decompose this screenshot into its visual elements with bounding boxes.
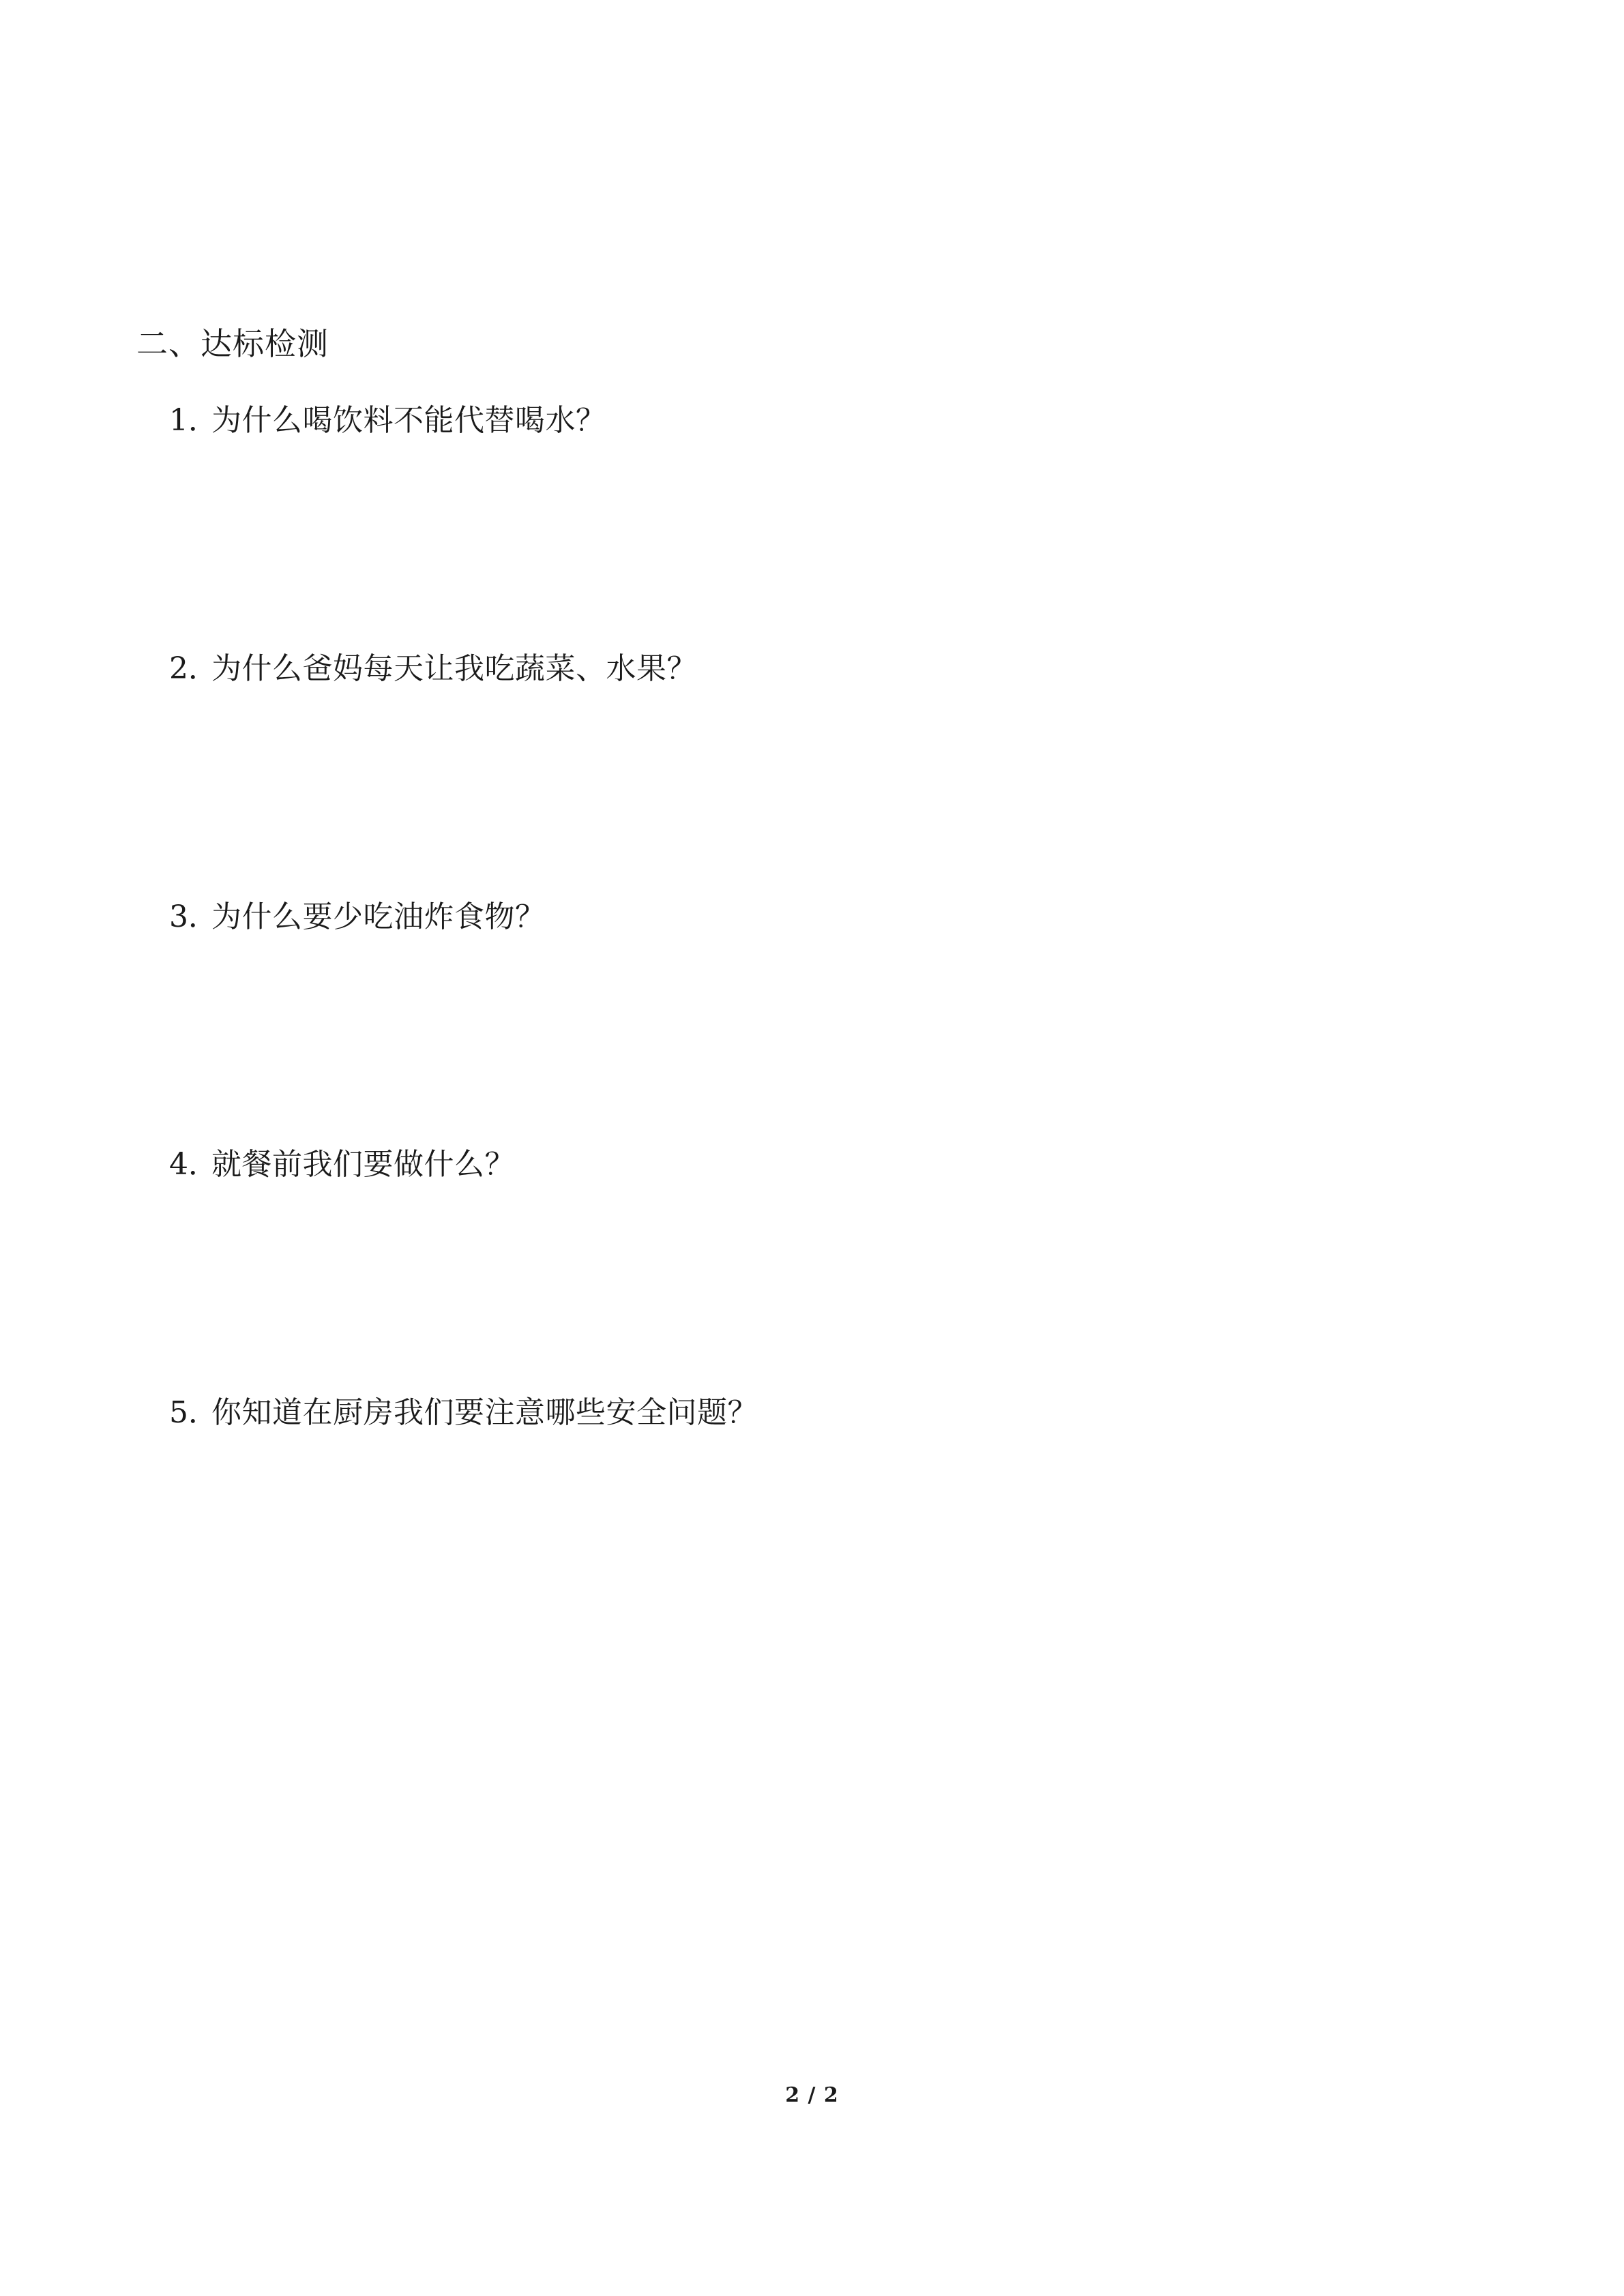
question-number: 4．: [169, 1147, 218, 1182]
page-number-footer: 2 / 2: [785, 2083, 839, 2107]
question-item: [136, 1391, 1494, 1435]
question-text: 为什么爸妈每天让我吃蔬菜、水果？: [211, 651, 697, 686]
question-text: 你知道在厨房我们要注意哪些安全问题？: [211, 1395, 758, 1431]
question-item: [136, 647, 1494, 691]
question-number: 1．: [169, 403, 218, 438]
question-item: [136, 1143, 1494, 1187]
question-number: 3．: [169, 899, 218, 934]
question-text: 为什么喝饮料不能代替喝水？: [211, 403, 606, 438]
question-item: [136, 399, 1494, 443]
question-item: [136, 895, 1494, 939]
question-text: 就餐前我们要做什么？: [211, 1147, 515, 1182]
question-text: 为什么要少吃油炸食物？: [211, 899, 546, 934]
question-number: 2．: [169, 651, 218, 686]
document-body: [136, 320, 1494, 1435]
question-number: 5．: [169, 1395, 218, 1431]
section-heading: 二、达标检测: [136, 325, 329, 362]
question-list: [136, 399, 1494, 1435]
